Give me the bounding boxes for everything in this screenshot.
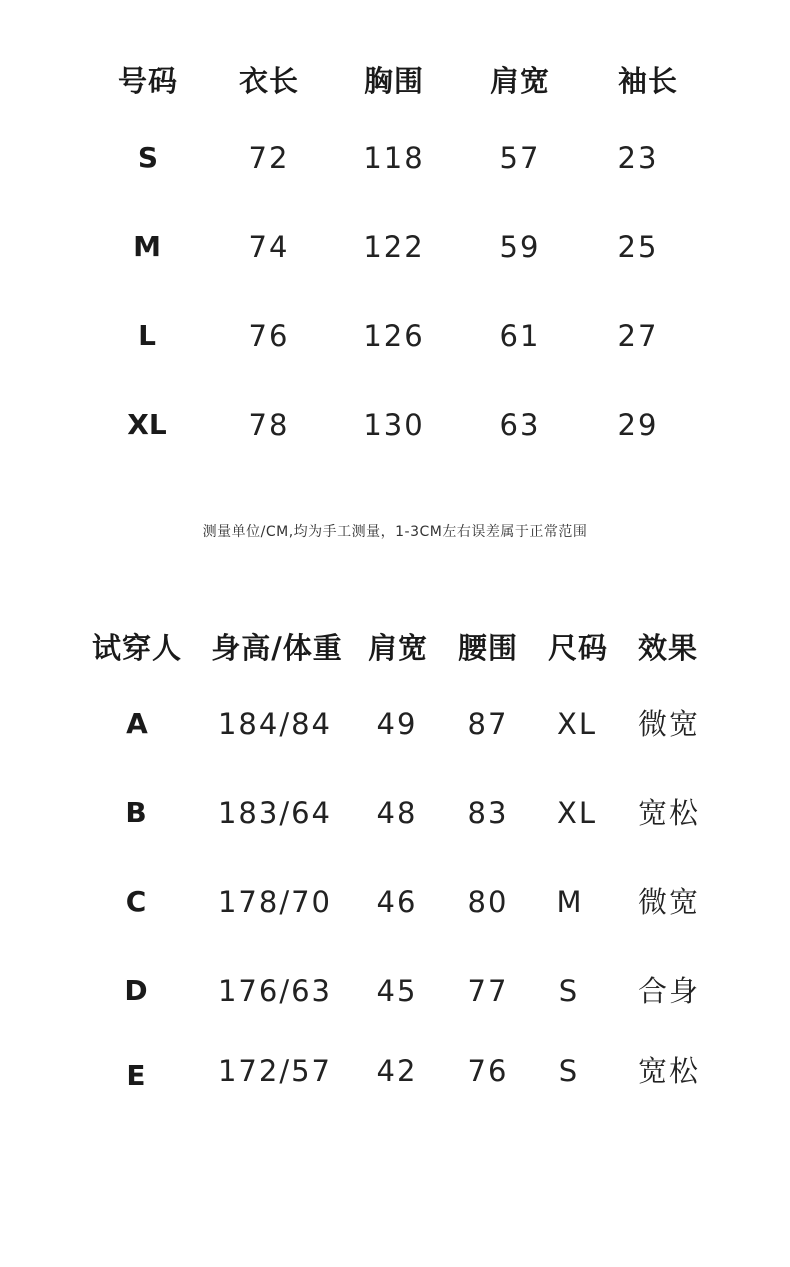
tester-label: A [126, 707, 148, 740]
size-value: S [558, 1054, 580, 1088]
size-label: XL [127, 408, 167, 441]
effect-value: 宽松 [637, 1054, 701, 1088]
size-value: XL [556, 707, 598, 741]
tester-label: E [126, 1059, 146, 1092]
sleeve-value: 27 [617, 319, 659, 353]
sleeve-value: 25 [617, 230, 659, 264]
chest-value: 118 [363, 141, 425, 175]
size-value: M [556, 885, 584, 919]
effect-value: 合身 [637, 974, 701, 1008]
header-height-weight: 身高/体重 [211, 631, 343, 665]
header-effect: 效果 [637, 631, 699, 665]
waist-value: 76 [467, 1054, 509, 1088]
header-size: 号码 [117, 64, 179, 98]
waist-value: 87 [467, 707, 509, 741]
shoulder-value: 59 [499, 230, 541, 264]
height-weight-value: 172/57 [217, 1054, 333, 1088]
shoulder-value: 63 [499, 408, 541, 442]
size-value: XL [556, 796, 598, 830]
sleeve-value: 29 [617, 408, 659, 442]
height-weight-value: 184/84 [217, 707, 333, 741]
header-tester: 试穿人 [91, 631, 183, 665]
tester-label: C [125, 885, 147, 918]
header-waist: 腰围 [457, 631, 519, 665]
shoulder-value: 45 [376, 974, 418, 1008]
shoulder-value: 48 [376, 796, 418, 830]
chest-value: 130 [363, 408, 425, 442]
height-weight-value: 183/64 [217, 796, 333, 830]
chest-value: 126 [363, 319, 425, 353]
shoulder-value: 57 [499, 141, 541, 175]
header-sleeve: 袖长 [617, 64, 679, 98]
shoulder-value: 46 [376, 885, 418, 919]
header-shoulder: 肩宽 [489, 64, 551, 98]
waist-value: 83 [467, 796, 509, 830]
length-value: 76 [248, 319, 290, 353]
tester-label: D [124, 974, 148, 1007]
length-value: 78 [248, 408, 290, 442]
height-weight-value: 178/70 [217, 885, 333, 919]
length-value: 74 [248, 230, 290, 264]
header-length: 衣长 [238, 64, 300, 98]
effect-value: 微宽 [637, 707, 701, 741]
header-shoulder: 肩宽 [367, 631, 429, 665]
effect-value: 宽松 [637, 796, 701, 830]
sleeve-value: 23 [617, 141, 659, 175]
height-weight-value: 176/63 [217, 974, 333, 1008]
shoulder-value: 61 [499, 319, 541, 353]
header-size: 尺码 [547, 631, 609, 665]
measurement-note: 测量单位/CM,均为手工测量，1-3CM左右误差属于正常范围 [202, 524, 588, 540]
size-label: S [137, 141, 159, 174]
size-label: M [133, 230, 161, 263]
size-label: L [138, 319, 156, 352]
shoulder-value: 42 [376, 1054, 418, 1088]
chest-value: 122 [363, 230, 425, 264]
length-value: 72 [248, 141, 290, 175]
tester-label: B [125, 796, 147, 829]
header-chest: 胸围 [363, 64, 425, 98]
size-value: S [558, 974, 580, 1008]
effect-value: 微宽 [637, 885, 701, 919]
shoulder-value: 49 [376, 707, 418, 741]
waist-value: 77 [467, 974, 509, 1008]
waist-value: 80 [467, 885, 509, 919]
